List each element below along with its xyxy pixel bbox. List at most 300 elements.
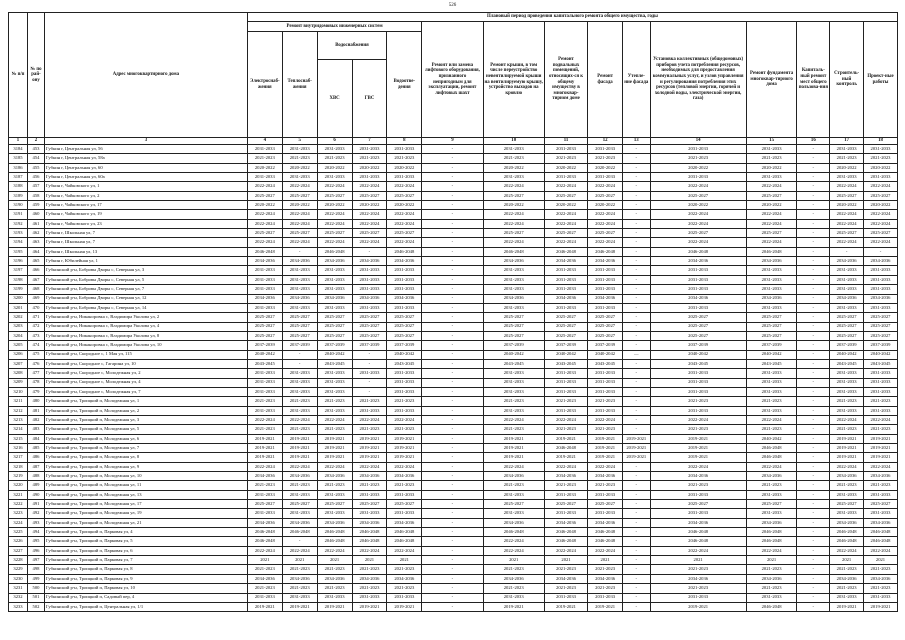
table-cell: 2021-2023: [830, 481, 864, 490]
table-cell: -: [797, 537, 830, 546]
table-cell: 2031-2033: [864, 266, 898, 275]
table-cell: 2031-2033: [352, 285, 387, 294]
table-cell: 2025-2027: [247, 191, 282, 200]
table-cell: 3218: [9, 462, 28, 471]
table-cell: 482: [28, 415, 45, 424]
table-cell: 2025-2027: [352, 191, 387, 200]
column-number: 4: [247, 138, 282, 145]
table-cell: 2022-2024: [317, 238, 352, 247]
table-cell: -: [422, 163, 483, 172]
table-cell: 2025-2027: [864, 331, 898, 340]
table-cell: 2022-2024: [746, 462, 797, 471]
table-cell: -: [623, 303, 650, 312]
table-cell: 2031-2033: [830, 275, 864, 284]
table-cell: 2034-2036: [830, 574, 864, 583]
table-cell: 2031-2033: [746, 490, 797, 499]
table-cell: 2031-2033: [830, 509, 864, 518]
table-cell: 2021-2023: [317, 481, 352, 490]
table-cell: 2022-2024: [282, 462, 317, 471]
table-cell: 2025-2027: [387, 313, 422, 322]
table-cell: 2020-2022: [247, 163, 282, 172]
table-cell: 2025-2027: [352, 500, 387, 509]
table-cell: 2025-2027: [387, 500, 422, 509]
table-cell: -: [422, 303, 483, 312]
table-cell: 2034-2036: [746, 518, 797, 527]
table-cell: 2034-2036: [483, 294, 544, 303]
table-cell: 3219: [9, 472, 28, 481]
table-cell: 2019-2021: [387, 444, 422, 453]
table-cell: 2021-2023: [247, 565, 282, 574]
table-cell: 463: [28, 238, 45, 247]
table-cell: 2025-2027: [588, 191, 623, 200]
address-cell: Губкинский р-н, Никаноровка с, Владимира Уколова ул, 4: [44, 322, 247, 331]
table-cell: 2019-2021: [864, 434, 898, 443]
table-cell: 2025-2027: [317, 191, 352, 200]
table-cell: 2034-2036: [282, 518, 317, 527]
table-cell: 2021-2023: [387, 481, 422, 490]
table-cell: 2020-2022: [247, 201, 282, 210]
header-address: Адрес многоквартирного дома: [44, 13, 247, 138]
column-number: 13: [623, 138, 650, 145]
table-cell: 2021: [483, 556, 544, 565]
table-cell: 2019-2021: [623, 434, 650, 443]
table-cell: 3224: [9, 518, 28, 527]
table-cell: -: [623, 528, 650, 537]
table-cell: 2022-2024: [352, 462, 387, 471]
table-cell: 2034-2036: [864, 518, 898, 527]
address-cell: Губкинский р-н, Бобровы Дворы с, Северная ул, 7: [44, 285, 247, 294]
table-row: [9, 154, 898, 163]
table-cell: 3233: [9, 602, 28, 611]
table-cell: 2019-2021: [623, 453, 650, 462]
table-cell: 3209: [9, 378, 28, 387]
table-cell: -: [797, 565, 830, 574]
table-cell: -: [422, 425, 483, 434]
table-cell: 2022-2024: [317, 415, 352, 424]
table-row: [9, 574, 898, 583]
table-cell: 2025-2027: [282, 322, 317, 331]
table-cell: 2025-2027: [282, 500, 317, 509]
table-cell: 2031-2033: [830, 173, 864, 182]
table-cell: 2046-2048: [830, 537, 864, 546]
table-cell: 2031-2033: [746, 406, 797, 415]
table-cell: 3201: [9, 303, 28, 312]
address-cell: Губкинский р-н, Троицкий п, Молодежная ул, 6: [44, 434, 247, 443]
table-cell: -: [422, 556, 483, 565]
table-cell: 465: [28, 257, 45, 266]
table-cell: 2021-2023: [650, 481, 746, 490]
table-cell: 2021-2023: [387, 154, 422, 163]
table-cell: 497: [28, 556, 45, 565]
table-cell: 2021-2023: [483, 397, 544, 406]
table-cell: 2021-2023: [247, 481, 282, 490]
table-cell: -: [623, 331, 650, 340]
table-cell: 2031-2033: [650, 406, 746, 415]
table-cell: 480: [28, 397, 45, 406]
table-cell: 2025-2027: [650, 313, 746, 322]
table-cell: 486: [28, 453, 45, 462]
table-cell: 2025-2027: [830, 331, 864, 340]
table-cell: 2021-2023: [864, 154, 898, 163]
address-cell: Губкин г, Чайковского ул, 23: [44, 219, 247, 228]
address-cell: Губкин г, Центральная ул, 60а: [44, 173, 247, 182]
table-cell: 2025-2027: [483, 313, 544, 322]
address-cell: Губкинский р-н, Троицкий п, Парковая ул, 8: [44, 565, 247, 574]
table-cell: 2019-2021: [317, 444, 352, 453]
table-cell: -: [422, 266, 483, 275]
table-cell: 2031-2033: [387, 173, 422, 182]
table-cell: 2025-2027: [483, 229, 544, 238]
table-cell: -: [623, 472, 650, 481]
table-cell: 2022-2024: [483, 182, 544, 191]
table-row: [9, 350, 898, 359]
table-cell: 2022-2024: [387, 238, 422, 247]
table-cell: 2031-2033: [544, 266, 587, 275]
table-cell: -: [623, 322, 650, 331]
column-number: 14: [650, 138, 746, 145]
table-cell: 2034-2036: [650, 257, 746, 266]
table-cell: 2025-2027: [352, 322, 387, 331]
table-cell: 2019-2021: [282, 602, 317, 611]
address-cell: Губкинский р-н, Бобровы Дворы с, Северная ул, 3: [44, 266, 247, 275]
table-cell: 2021: [746, 556, 797, 565]
table-cell: -: [422, 257, 483, 266]
table-cell: -: [623, 266, 650, 275]
address-cell: Губкинский р-н, Троицкий п, Парковая ул, 9: [44, 574, 247, 583]
table-cell: 2034-2036: [650, 294, 746, 303]
table-cell: 2021-2023: [650, 565, 746, 574]
address-cell: Губкинский р-н, Троицкий п, Центральная ул, 1/1: [44, 602, 247, 611]
table-cell: 2025-2027: [387, 229, 422, 238]
table-cell: 483: [28, 425, 45, 434]
table-row: [9, 201, 898, 210]
header-facade: Ремонт фасада: [588, 22, 623, 138]
table-cell: 2020-2022: [483, 201, 544, 210]
table-cell: -: [623, 584, 650, 593]
table-cell: -: [797, 593, 830, 602]
table-cell: 2022-2024: [588, 210, 623, 219]
table-cell: -: [623, 462, 650, 471]
table-cell: 500: [28, 584, 45, 593]
table-cell: 2021-2023: [746, 481, 797, 490]
table-cell: 491: [28, 500, 45, 509]
table-cell: -: [623, 229, 650, 238]
table-cell: -: [422, 331, 483, 340]
table-cell: -: [623, 397, 650, 406]
table-row: [9, 397, 898, 406]
address-cell: Губкинский р-н, Троицкий п, Молодежная ул, 17: [44, 500, 247, 509]
table-cell: 2020-2022: [864, 201, 898, 210]
address-cell: Губкинский р-н, Скородное с, Гагарина ул, 10: [44, 359, 247, 368]
table-cell: 2019-2021: [483, 602, 544, 611]
table-cell: -: [422, 537, 483, 546]
table-cell: 2031-2033: [247, 173, 282, 182]
table-cell: 2019-2021: [650, 444, 746, 453]
table-cell: 2021: [247, 556, 282, 565]
table-cell: -: [623, 145, 650, 154]
table-cell: 2031-2033: [830, 266, 864, 275]
table-cell: 2031-2033: [317, 387, 352, 396]
table-cell: -: [797, 472, 830, 481]
table-cell: 2025-2027: [282, 331, 317, 340]
table-cell: 2046-2048: [247, 537, 282, 546]
table-cell: 2025-2027: [830, 191, 864, 200]
table-cell: 2025-2027: [247, 500, 282, 509]
table-cell: 2046-2048: [317, 528, 352, 537]
table-cell: -: [422, 584, 483, 593]
table-cell: 2019-2021: [387, 453, 422, 462]
table-cell: -: [797, 518, 830, 527]
header-planned-period: Плановый период проведения капитального ремонта общего имущества, годы: [247, 13, 897, 22]
table-cell: 2031-2033: [247, 275, 282, 284]
table-cell: -: [422, 444, 483, 453]
table-cell: 3232: [9, 593, 28, 602]
table-cell: 2021-2023: [247, 425, 282, 434]
table-cell: 2020-2022: [588, 201, 623, 210]
table-cell: -: [422, 509, 483, 518]
table-cell: -: [797, 154, 830, 163]
table-cell: 2019-2021: [544, 434, 587, 443]
table-cell: 2022-2024: [864, 415, 898, 424]
table-cell: 2031-2033: [352, 490, 387, 499]
table-cell: 2020-2022: [650, 201, 746, 210]
table-row: [9, 415, 898, 424]
table-cell: 2040-2042: [830, 350, 864, 359]
table-cell: 454: [28, 154, 45, 163]
table-cell: 2034-2036: [282, 574, 317, 583]
table-cell: 2022-2024: [746, 219, 797, 228]
table-cell: -: [422, 154, 483, 163]
table-row: [9, 434, 898, 443]
column-number: 17: [830, 138, 864, 145]
table-cell: 3190: [9, 201, 28, 210]
table-cell: -: [623, 490, 650, 499]
table-cell: 2034-2036: [483, 574, 544, 583]
table-row: [9, 266, 898, 275]
column-number: 8: [387, 138, 422, 145]
table-cell: 2040-2042: [247, 350, 282, 359]
table-cell: -: [797, 556, 830, 565]
table-cell: 2022-2024: [387, 219, 422, 228]
table-row: [9, 584, 898, 593]
table-cell: -: [797, 397, 830, 406]
table-cell: 2034-2036: [544, 518, 587, 527]
table-cell: -: [422, 285, 483, 294]
table-cell: 2046-2048: [650, 537, 746, 546]
table-cell: 2040-2042: [588, 350, 623, 359]
table-cell: 499: [28, 574, 45, 583]
table-cell: 2021-2023: [544, 565, 587, 574]
table-cell: 485: [28, 444, 45, 453]
table-cell: 2046-2048: [650, 528, 746, 537]
table-cell: -: [422, 472, 483, 481]
table-cell: 2022-2024: [864, 238, 898, 247]
table-cell: 2020-2022: [483, 163, 544, 172]
table-cell: -: [797, 238, 830, 247]
table-cell: 2031-2033: [544, 173, 587, 182]
table-cell: 3226: [9, 537, 28, 546]
table-cell: 2040-2042: [650, 350, 746, 359]
table-cell: 2031-2033: [864, 387, 898, 396]
table-cell: 2022-2024: [588, 546, 623, 555]
table-cell: 2019-2021: [650, 602, 746, 611]
table-cell: -: [797, 350, 830, 359]
table-cell: 2021-2023: [282, 584, 317, 593]
table-cell: 2025-2027: [317, 229, 352, 238]
table-cell: 2025-2027: [247, 322, 282, 331]
table-cell: 2031-2033: [746, 387, 797, 396]
table-cell: 2031-2033: [864, 406, 898, 415]
table-cell: 3193: [9, 229, 28, 238]
table-cell: 2040-2042: [317, 350, 352, 359]
table-cell: 2034-2036: [588, 472, 623, 481]
table-cell: 490: [28, 490, 45, 499]
table-cell: 2031-2033: [352, 303, 387, 312]
table-cell: 2046-2048: [746, 453, 797, 462]
table-cell: 2034-2036: [483, 257, 544, 266]
address-cell: Губкинский р-н, Троицкий п, Молодежная ул, 1: [44, 397, 247, 406]
table-cell: 2046-2048: [387, 247, 422, 256]
table-cell: 2034-2036: [830, 257, 864, 266]
table-cell: 2022-2024: [830, 546, 864, 555]
table-cell: 2021-2023: [650, 397, 746, 406]
table-cell: 3213: [9, 415, 28, 424]
table-cell: 2046-2048: [544, 444, 587, 453]
table-cell: 2022-2024: [544, 210, 587, 219]
table-cell: 2031-2033: [544, 145, 587, 154]
table-cell: 2031-2033: [650, 378, 746, 387]
table-cell: 2031-2033: [588, 406, 623, 415]
table-cell: -: [623, 406, 650, 415]
table-cell: 2025-2027: [483, 500, 544, 509]
table-cell: -: [422, 387, 483, 396]
table-cell: 2031-2033: [830, 406, 864, 415]
table-cell: 2031-2033: [317, 285, 352, 294]
table-cell: -: [797, 229, 830, 238]
table-cell: 2021-2023: [864, 397, 898, 406]
table-cell: 2025-2027: [588, 322, 623, 331]
table-cell: 3208: [9, 369, 28, 378]
table-cell: 2022-2024: [864, 462, 898, 471]
table-cell: 2031-2033: [352, 406, 387, 415]
table-cell: 2022-2024: [282, 219, 317, 228]
table-cell: 2040-2042: [746, 350, 797, 359]
address-cell: Губкин г, Чайковского ул, 17: [44, 201, 247, 210]
table-cell: 487: [28, 462, 45, 471]
table-cell: 2034-2036: [544, 472, 587, 481]
table-cell: 2046-2048: [830, 528, 864, 537]
table-row: [9, 182, 898, 191]
table-cell: 2031-2033: [282, 406, 317, 415]
column-number: 18: [864, 138, 898, 145]
address-cell: Губкинский р-н, Троицкий п, Парковая ул, 5: [44, 537, 247, 546]
table-row: [9, 556, 898, 565]
table-cell: 2025-2027: [387, 322, 422, 331]
table-cell: -: [797, 453, 830, 462]
table-row: [9, 163, 898, 172]
table-cell: 2031-2033: [282, 378, 317, 387]
table-cell: 2031-2033: [864, 378, 898, 387]
table-cell: 2019-2021: [247, 602, 282, 611]
table-cell: 3221: [9, 490, 28, 499]
table-cell: 2020-2022: [746, 163, 797, 172]
table-cell: -: [797, 341, 830, 350]
table-cell: 460: [28, 210, 45, 219]
table-cell: 2020-2022: [544, 163, 587, 172]
table-cell: 3205: [9, 341, 28, 350]
table-cell: 2021-2023: [864, 425, 898, 434]
table-cell: 2031-2033: [864, 509, 898, 518]
table-cell: 2046-2048: [864, 537, 898, 546]
table-cell: -: [797, 191, 830, 200]
table-cell: 2019-2021: [588, 453, 623, 462]
table-cell: 2031-2033: [864, 173, 898, 182]
table-cell: 476: [28, 359, 45, 368]
table-cell: -: [422, 565, 483, 574]
table-cell: 2046-2048: [483, 247, 544, 256]
table-cell: -: [352, 387, 387, 396]
table-cell: 2046-2048: [864, 528, 898, 537]
table-cell: -: [797, 331, 830, 340]
table-cell: -: [623, 163, 650, 172]
column-number: 10: [483, 138, 544, 145]
table-cell: 488: [28, 472, 45, 481]
table-cell: 2019-2021: [588, 434, 623, 443]
table-cell: -: [864, 247, 898, 256]
table-cell: 2022-2024: [483, 462, 544, 471]
table-cell: 2021-2023: [282, 565, 317, 574]
table-cell: 462: [28, 229, 45, 238]
table-cell: 2022-2024: [483, 238, 544, 247]
table-cell: 470: [28, 303, 45, 312]
table-cell: 2046-2048: [387, 528, 422, 537]
table-cell: 2025-2027: [483, 191, 544, 200]
table-cell: 461: [28, 219, 45, 228]
table-cell: -: [352, 359, 387, 368]
table-cell: -: [422, 415, 483, 424]
table-cell: 2022-2024: [650, 219, 746, 228]
header-roof: Ремонт крыши, в том числе переустройство невентилируемой крыши на вентилируемую крышу, устройство выходов на кровлю: [483, 22, 544, 138]
table-cell: 2025-2027: [247, 331, 282, 340]
table-cell: 2031-2033: [317, 490, 352, 499]
table-cell: 2031-2033: [650, 173, 746, 182]
table-cell: 2021-2023: [830, 565, 864, 574]
table-cell: 2025-2027: [650, 191, 746, 200]
table-cell: -: [797, 481, 830, 490]
table-cell: 2043-2045: [387, 359, 422, 368]
table-cell: 2031-2033: [352, 369, 387, 378]
address-cell: Губкинский р-н, Скородное с, 1 Мая ул, 115: [44, 350, 247, 359]
table-cell: 2025-2027: [830, 313, 864, 322]
table-cell: 2022-2024: [247, 462, 282, 471]
table-row: [9, 341, 898, 350]
table-cell: 2019-2021: [317, 453, 352, 462]
table-cell: 2021-2023: [282, 397, 317, 406]
table-cell: 2025-2027: [317, 500, 352, 509]
table-cell: 2022-2024: [588, 238, 623, 247]
table-cell: 2031-2033: [864, 285, 898, 294]
table-cell: 2031-2033: [317, 303, 352, 312]
table-cell: 494: [28, 528, 45, 537]
table-cell: 2037-2039: [352, 341, 387, 350]
table-cell: 2021-2023: [830, 154, 864, 163]
table-cell: -: [797, 434, 830, 443]
table-cell: 2031-2033: [483, 275, 544, 284]
table-cell: 2022-2024: [830, 415, 864, 424]
table-cell: 3204: [9, 331, 28, 340]
table-cell: 2031-2033: [746, 369, 797, 378]
table-cell: 2037-2039: [588, 341, 623, 350]
